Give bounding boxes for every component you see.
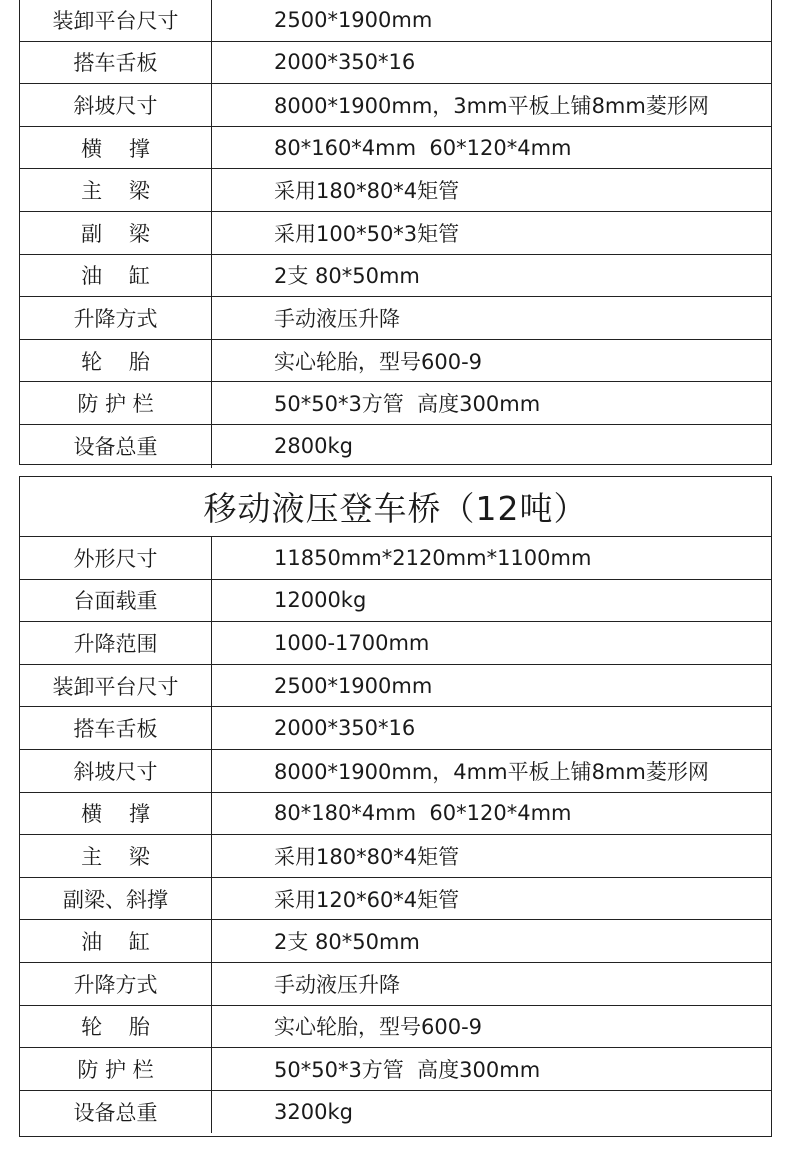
- table-row: [20, 297, 771, 340]
- row-label: 外形尺寸: [20, 537, 212, 579]
- row-value: 采用100*50*3矩管: [274, 221, 460, 246]
- row-value: 采用180*80*4矩管: [274, 844, 460, 869]
- table-row: [20, 707, 771, 750]
- table-row: [20, 622, 771, 665]
- row-label: 装卸平台尺寸: [20, 665, 212, 707]
- table-row: [20, 1048, 771, 1091]
- row-label: 升降范围: [20, 622, 212, 664]
- table-row: [20, 920, 771, 963]
- row-label: 搭车舌板: [20, 707, 212, 749]
- table-row: [20, 835, 771, 878]
- table-row: [20, 255, 771, 298]
- table-row: [20, 42, 771, 85]
- row-label: 轮 胎: [20, 1006, 212, 1048]
- row-value: 8000*1900mm，4mm平板上铺8mm菱形网: [274, 759, 709, 784]
- table-row: [20, 212, 771, 255]
- table-row: [20, 425, 771, 468]
- table-row: [20, 1091, 771, 1134]
- row-label: 横 撑: [20, 793, 212, 835]
- table-row: [20, 382, 771, 425]
- row-label: 副 梁: [20, 212, 212, 254]
- table-row: [20, 580, 771, 623]
- row-value: 2000*350*16: [274, 50, 416, 75]
- table-row: [20, 0, 771, 42]
- row-value: 2支 80*50mm: [274, 264, 420, 289]
- row-value: 8000*1900mm，3mm平板上铺8mm菱形网: [274, 93, 709, 118]
- row-label: 防 护 栏: [20, 1048, 212, 1090]
- spec-table-12-ton: [19, 476, 772, 1137]
- row-value: 手动液压升降: [274, 972, 400, 997]
- row-label: 台面载重: [20, 580, 212, 622]
- row-label: 斜坡尺寸: [20, 750, 212, 792]
- row-value: 2500*1900mm: [274, 673, 433, 698]
- spec-table-previous: [19, 0, 772, 465]
- table-row: [20, 127, 771, 170]
- row-label: 斜坡尺寸: [20, 84, 212, 126]
- row-label: 油 缸: [20, 255, 212, 297]
- row-value: 11850mm*2120mm*1100mm: [274, 545, 592, 570]
- row-label: 装卸平台尺寸: [20, 0, 212, 41]
- row-value: 2800kg: [274, 434, 353, 459]
- row-label: 升降方式: [20, 963, 212, 1005]
- row-value: 50*50*3方管 高度300mm: [274, 392, 541, 417]
- row-label: 横 撑: [20, 127, 212, 169]
- table-row: [20, 537, 771, 580]
- row-value: 采用120*60*4矩管: [274, 887, 460, 912]
- row-value: 实心轮胎，型号600-9: [274, 1015, 483, 1040]
- row-value: 80*160*4mm 60*120*4mm: [274, 135, 572, 160]
- row-value: 2支 80*50mm: [274, 930, 420, 955]
- row-label: 升降方式: [20, 297, 212, 339]
- table-row: [20, 793, 771, 836]
- row-value: 1000-1700mm: [274, 630, 430, 655]
- row-value: 50*50*3方管 高度300mm: [274, 1057, 541, 1082]
- row-label: 设备总重: [20, 1091, 212, 1134]
- table-row: [20, 340, 771, 383]
- row-label: 油 缸: [20, 920, 212, 962]
- row-label: 搭车舌板: [20, 42, 212, 84]
- table-row: [20, 84, 771, 127]
- row-value: 3200kg: [274, 1100, 353, 1125]
- row-value: 2000*350*16: [274, 716, 416, 741]
- row-value: 2500*1900mm: [274, 7, 433, 32]
- table-row: [20, 963, 771, 1006]
- row-label: 主 梁: [20, 169, 212, 211]
- row-value: 手动液压升降: [274, 306, 400, 331]
- table-row: [20, 665, 771, 708]
- row-label: 副梁、斜撑: [20, 878, 212, 920]
- row-label: 防 护 栏: [20, 382, 212, 424]
- table-title: 移动液压登车桥（12吨）: [20, 477, 771, 537]
- row-label: 设备总重: [20, 425, 212, 468]
- row-value: 12000kg: [274, 588, 367, 613]
- row-label: 主 梁: [20, 835, 212, 877]
- row-value: 实心轮胎，型号600-9: [274, 349, 483, 374]
- table-row: [20, 1006, 771, 1049]
- row-value: 80*180*4mm 60*120*4mm: [274, 801, 572, 826]
- table-row: [20, 878, 771, 921]
- table-row: [20, 169, 771, 212]
- row-label: 轮 胎: [20, 340, 212, 382]
- table-row: [20, 750, 771, 793]
- row-value: 采用180*80*4矩管: [274, 179, 460, 204]
